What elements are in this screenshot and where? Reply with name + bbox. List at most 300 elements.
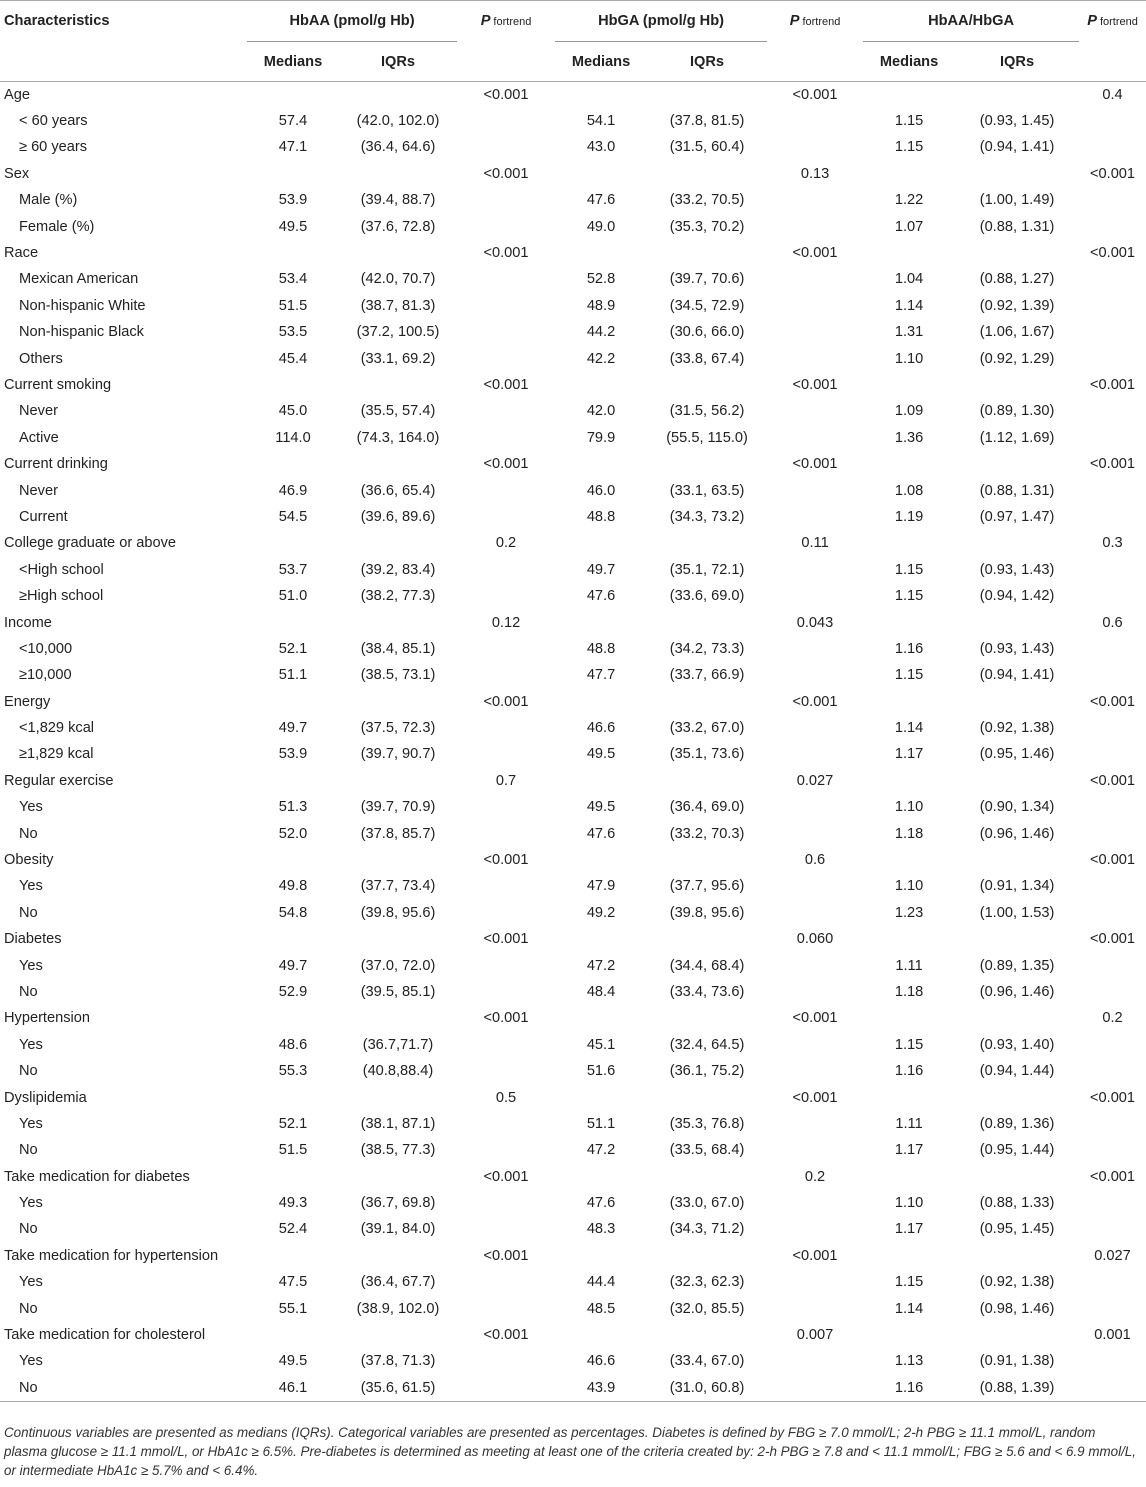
empty-cell [247, 926, 339, 952]
empty-cell [457, 583, 555, 609]
empty-cell [457, 557, 555, 583]
empty-cell [1079, 979, 1146, 1005]
ratio-median: 1.14 [894, 297, 924, 314]
hbaa-median: 53.9 [278, 192, 308, 209]
empty-cell [457, 636, 555, 662]
empty-cell [955, 161, 1079, 187]
p-trend-value: 0.060 [796, 931, 834, 948]
hbaa-median: 49.7 [278, 720, 308, 737]
p-trend-value: <0.001 [792, 376, 838, 393]
hbaa-iqr: (36.7, 69.8) [360, 1195, 436, 1212]
header-p-trend-ratio: P fortrend [1087, 13, 1138, 29]
table-row [0, 319, 1146, 345]
subgroup-label: Never [19, 482, 58, 499]
empty-cell [767, 345, 863, 371]
table-row [0, 213, 1146, 239]
empty-cell [457, 1190, 555, 1216]
subgroup-label: Male (%) [19, 192, 78, 209]
hbga-iqr: (34.4, 68.4) [669, 957, 745, 974]
p-trend-value: <0.001 [792, 86, 838, 103]
empty-cell [647, 1084, 767, 1110]
subgroup-label: <1,829 kcal [19, 720, 95, 737]
hbga-median: 46.6 [586, 720, 616, 737]
table-row [0, 952, 1146, 978]
table-row [0, 345, 1146, 371]
empty-cell [767, 213, 863, 239]
hbaa-median: 51.5 [278, 1142, 308, 1159]
subgroup-label: Yes [19, 1036, 43, 1053]
hbga-iqr: (31.0, 60.8) [647, 1375, 767, 1401]
ratio-median: 1.18 [894, 825, 924, 842]
group-row [0, 530, 1146, 556]
empty-cell [767, 187, 863, 213]
hbaa-iqr: (38.4, 85.1) [360, 640, 436, 657]
table-row [0, 715, 1146, 741]
empty-cell [247, 161, 339, 187]
empty-cell [647, 1164, 767, 1190]
ratio-median: 1.10 [894, 878, 924, 895]
hbaa-iqr: (39.1, 84.0) [360, 1221, 436, 1238]
header-characteristics: Characteristics [4, 13, 110, 29]
empty-cell [555, 1164, 647, 1190]
p-trend-value: 0.027 [1094, 1247, 1131, 1264]
empty-cell [863, 609, 955, 635]
table-row [0, 477, 1146, 503]
group-row [0, 609, 1146, 635]
empty-cell [955, 1164, 1079, 1190]
subgroup-label: Mexican American [19, 271, 139, 288]
hbga-median: 79.9 [586, 429, 616, 446]
hbaa-median: 51.3 [278, 799, 308, 816]
empty-cell [247, 688, 339, 714]
ratio-iqr: (0.89, 1.30) [979, 403, 1055, 420]
empty-cell [863, 82, 955, 108]
empty-cell [1079, 873, 1146, 899]
p-trend-value: <0.001 [1090, 852, 1136, 869]
empty-cell [1079, 583, 1146, 609]
empty-cell [1079, 1032, 1146, 1058]
empty-cell [555, 768, 647, 794]
empty-cell [767, 1375, 863, 1401]
hbaa-median: 52.1 [278, 640, 308, 657]
empty-cell [457, 1216, 555, 1242]
empty-cell [1079, 1348, 1146, 1374]
ratio-median: 1.36 [894, 429, 924, 446]
empty-cell [647, 451, 767, 477]
table-row [0, 741, 1146, 767]
empty-cell [767, 425, 863, 451]
empty-cell [863, 451, 955, 477]
empty-cell [767, 1058, 863, 1084]
empty-cell [767, 319, 863, 345]
table-row [0, 873, 1146, 899]
ratio-median: 1.10 [894, 799, 924, 816]
hbga-iqr: (34.5, 72.9) [669, 297, 745, 314]
empty-cell [339, 688, 457, 714]
subgroup-label: Yes [19, 1353, 43, 1370]
hbaa-iqr: (38.9, 102.0) [356, 1300, 440, 1317]
ratio-iqr: (0.89, 1.36) [979, 1115, 1055, 1132]
empty-cell [647, 82, 767, 108]
empty-cell [647, 161, 767, 187]
hbaa-median: 52.4 [278, 1221, 308, 1238]
p-trend-value: <0.001 [1090, 1168, 1136, 1185]
p-trend-value: <0.001 [1090, 931, 1136, 948]
ratio-median: 1.07 [894, 218, 924, 235]
ratio-median: 1.17 [894, 1221, 924, 1238]
ratio-median: 1.09 [894, 403, 924, 420]
empty-cell [1079, 1137, 1146, 1163]
hbga-median: 49.5 [586, 799, 616, 816]
ratio-iqr: (0.95, 1.46) [979, 746, 1055, 763]
subgroup-label: ≥ 60 years [19, 139, 88, 156]
empty-cell [1079, 1111, 1146, 1137]
hbga-median: 48.8 [586, 640, 616, 657]
ratio-iqr: (0.94, 1.42) [979, 588, 1055, 605]
table-row [0, 134, 1146, 160]
empty-cell [1079, 319, 1146, 345]
subgroup-label: Yes [19, 878, 43, 895]
ratio-median: 1.14 [894, 720, 924, 737]
table-row [0, 794, 1146, 820]
group-label: Current drinking [4, 456, 108, 473]
p-trend-value: 0.001 [1094, 1327, 1131, 1344]
empty-cell [647, 609, 767, 635]
p-trend-value: 0.027 [796, 772, 834, 789]
empty-cell [955, 240, 1079, 266]
hbaa-iqr: (38.7, 81.3) [360, 297, 436, 314]
empty-cell [457, 319, 555, 345]
hbga-iqr: (35.3, 70.2) [669, 218, 745, 235]
empty-cell [457, 398, 555, 424]
empty-cell [247, 1005, 339, 1031]
ratio-median: 1.22 [894, 192, 924, 209]
empty-cell [555, 688, 647, 714]
hbaa-median: 53.4 [278, 271, 308, 288]
ratio-iqr: (0.91, 1.38) [979, 1353, 1055, 1370]
empty-cell [955, 1005, 1079, 1031]
hbga-iqr: (35.3, 76.8) [669, 1115, 745, 1132]
empty-cell [555, 1005, 647, 1031]
ratio-iqr: (0.93, 1.45) [979, 113, 1055, 130]
hbaa-iqr: (37.8, 85.7) [360, 825, 436, 842]
subgroup-label: Yes [19, 957, 43, 974]
hbga-iqr: (33.2, 70.5) [669, 192, 745, 209]
group-label: Age [4, 86, 30, 103]
header-hbga: HbGA (pmol/g Hb) [598, 13, 724, 29]
hbaa-iqr: (39.4, 88.7) [360, 192, 436, 209]
empty-cell [647, 847, 767, 873]
p-trend-value: 0.12 [491, 614, 521, 631]
hbaa-iqr: (35.6, 61.5) [339, 1375, 457, 1401]
empty-cell [457, 213, 555, 239]
hbaa-iqr: (42.0, 102.0) [356, 113, 440, 130]
hbga-median: 47.2 [586, 1142, 616, 1159]
subgroup-label: Never [19, 403, 58, 420]
empty-cell [339, 1243, 457, 1269]
p-trend-value: <0.001 [483, 1168, 529, 1185]
ratio-median: 1.17 [894, 1142, 924, 1159]
empty-cell [647, 1005, 767, 1031]
group-row [0, 372, 1146, 398]
group-row [0, 1005, 1146, 1031]
empty-cell [457, 715, 555, 741]
empty-cell [863, 530, 955, 556]
hbaa-median: 53.5 [278, 324, 308, 341]
p-trend-value: 0.2 [804, 1168, 826, 1185]
p-trend-value: <0.001 [483, 456, 529, 473]
hbga-median: 47.6 [586, 588, 616, 605]
hbaa-iqr: (38.2, 77.3) [360, 588, 436, 605]
group-label: Sex [4, 165, 30, 182]
hbaa-median: 54.8 [278, 904, 308, 921]
hbaa-median: 48.6 [278, 1036, 308, 1053]
empty-cell [863, 1164, 955, 1190]
hbga-median: 47.6 [586, 192, 616, 209]
hbaa-iqr: (37.2, 100.5) [356, 324, 440, 341]
empty-cell [863, 688, 955, 714]
empty-cell [863, 372, 955, 398]
empty-cell [767, 266, 863, 292]
empty-cell [1079, 952, 1146, 978]
hbga-iqr: (31.5, 60.4) [669, 139, 745, 156]
p-trend-value: <0.001 [483, 1327, 529, 1344]
empty-cell [457, 952, 555, 978]
subgroup-label: No [19, 1142, 38, 1159]
empty-cell [457, 345, 555, 371]
hbga-median: 48.3 [586, 1221, 616, 1238]
empty-cell [457, 1111, 555, 1137]
ratio-iqr: (1.00, 1.53) [979, 904, 1055, 921]
empty-cell [247, 1084, 339, 1110]
hbaa-median: 49.8 [278, 878, 308, 895]
hbga-iqr: (33.2, 67.0) [669, 720, 745, 737]
p-trend-value: <0.001 [792, 456, 838, 473]
empty-cell [555, 1084, 647, 1110]
hbga-iqr: (36.4, 69.0) [669, 799, 745, 816]
p-trend-value: <0.001 [1090, 1089, 1136, 1106]
hbga-iqr: (34.2, 73.3) [669, 640, 745, 657]
p-trend-value: <0.001 [483, 1247, 529, 1264]
empty-cell [647, 240, 767, 266]
empty-cell [1079, 134, 1146, 160]
empty-cell [955, 451, 1079, 477]
empty-cell [767, 741, 863, 767]
empty-cell [647, 1243, 767, 1269]
group-label: Race [4, 245, 39, 262]
p-trend-value: <0.001 [1090, 772, 1136, 789]
p-trend-value: <0.001 [1090, 376, 1136, 393]
ratio-median: 1.10 [894, 350, 924, 367]
p-trend-value: 0.2 [1102, 1010, 1123, 1027]
empty-cell [555, 1322, 647, 1348]
empty-cell [767, 873, 863, 899]
ratio-iqr: (1.06, 1.67) [979, 324, 1055, 341]
p-trend-value: <0.001 [1090, 693, 1136, 710]
empty-cell [247, 847, 339, 873]
p-trend-value: <0.001 [483, 852, 529, 869]
hbaa-median: 54.5 [278, 508, 308, 525]
ratio-median: 1.31 [894, 324, 924, 341]
empty-cell [339, 1164, 457, 1190]
ratio-iqr: (0.96, 1.46) [979, 825, 1055, 842]
empty-cell [457, 1348, 555, 1374]
hbaa-iqr: (36.4, 67.7) [360, 1274, 436, 1291]
empty-cell [1079, 1190, 1146, 1216]
header-hbga-medians: Medians [555, 42, 647, 82]
p-trend-value: 0.007 [796, 1327, 834, 1344]
ratio-median: 1.19 [894, 508, 924, 525]
ratio-iqr: (0.97, 1.47) [979, 508, 1055, 525]
ratio-iqr: (0.90, 1.34) [979, 799, 1055, 816]
p-trend-value: 0.11 [801, 535, 829, 552]
hbga-median: 49.5 [586, 746, 616, 763]
empty-cell [247, 240, 339, 266]
empty-cell [339, 926, 457, 952]
empty-cell [1079, 345, 1146, 371]
empty-cell [767, 1269, 863, 1295]
empty-cell [555, 240, 647, 266]
empty-cell [457, 266, 555, 292]
table-row [0, 425, 1146, 451]
empty-cell [457, 1295, 555, 1321]
empty-cell [863, 240, 955, 266]
empty-cell [339, 451, 457, 477]
group-label: Take medication for diabetes [4, 1168, 190, 1185]
hbaa-iqr: (39.5, 85.1) [360, 983, 436, 1000]
hbga-median: 49.7 [586, 561, 616, 578]
ratio-iqr: (0.93, 1.43) [979, 561, 1055, 578]
subgroup-label: No [19, 1221, 38, 1238]
table-row [0, 1375, 1146, 1401]
empty-cell [863, 768, 955, 794]
table-row [0, 583, 1146, 609]
ratio-iqr: (0.95, 1.45) [979, 1221, 1055, 1238]
empty-cell [955, 1322, 1079, 1348]
empty-cell [457, 1269, 555, 1295]
p-trend-value: <0.001 [1090, 165, 1136, 182]
empty-cell [247, 530, 339, 556]
empty-cell [247, 1322, 339, 1348]
empty-cell [955, 847, 1079, 873]
hbga-median: 49.0 [586, 218, 616, 235]
table-row [0, 1190, 1146, 1216]
hbaa-median: 49.7 [278, 957, 308, 974]
empty-cell [767, 477, 863, 503]
hbga-iqr: (34.3, 73.2) [669, 508, 745, 525]
hbga-iqr: (37.7, 95.6) [669, 878, 745, 895]
hbaa-iqr: (37.0, 72.0) [360, 957, 436, 974]
empty-cell [247, 1164, 339, 1190]
table-row [0, 293, 1146, 319]
empty-cell [767, 398, 863, 424]
empty-cell [955, 1243, 1079, 1269]
empty-cell [647, 688, 767, 714]
ratio-median: 1.15 [894, 667, 924, 684]
empty-cell [457, 1137, 555, 1163]
ratio-iqr: (0.94, 1.41) [979, 139, 1055, 156]
empty-cell [247, 82, 339, 108]
empty-cell [955, 768, 1079, 794]
empty-cell [457, 900, 555, 926]
hbga-iqr: (35.1, 72.1) [669, 561, 745, 578]
hbga-median: 42.2 [586, 350, 616, 367]
ratio-median: 1.16 [863, 1375, 955, 1401]
hbaa-median: 47.1 [278, 139, 308, 156]
p-trend-value: <0.001 [1090, 456, 1136, 473]
empty-cell [767, 583, 863, 609]
empty-cell [955, 926, 1079, 952]
hbaa-median: 45.0 [278, 403, 308, 420]
ratio-median: 1.14 [894, 1300, 924, 1317]
empty-cell [247, 609, 339, 635]
hbaa-median: 55.1 [278, 1300, 308, 1317]
ratio-median: 1.15 [894, 1036, 924, 1053]
subgroup-label: Yes [19, 1195, 43, 1212]
hbga-median: 54.1 [586, 113, 616, 130]
p-trend-value: 0.6 [1102, 614, 1123, 631]
empty-cell [1079, 1216, 1146, 1242]
p-trend-value: <0.001 [483, 86, 529, 103]
empty-cell [1079, 213, 1146, 239]
empty-cell [767, 557, 863, 583]
empty-cell [767, 1137, 863, 1163]
p-trend-value: 0.4 [1102, 86, 1123, 103]
hbga-median: 45.1 [586, 1036, 616, 1053]
empty-cell [767, 794, 863, 820]
empty-cell [457, 108, 555, 134]
empty-cell [457, 979, 555, 1005]
empty-cell [339, 530, 457, 556]
hbga-iqr: (33.2, 70.3) [669, 825, 745, 842]
p-trend-value: <0.001 [483, 245, 529, 262]
subgroup-label: No [19, 983, 38, 1000]
ratio-median: 1.04 [894, 271, 924, 288]
ratio-iqr: (0.88, 1.27) [979, 271, 1055, 288]
empty-cell [339, 609, 457, 635]
hbaa-median: 114.0 [275, 429, 311, 446]
empty-cell [339, 847, 457, 873]
group-label: Obesity [4, 852, 54, 869]
empty-cell [457, 1375, 555, 1401]
hbaa-iqr: (38.5, 73.1) [360, 667, 436, 684]
hbaa-median: 49.5 [278, 1353, 308, 1370]
hbga-median: 43.0 [586, 139, 616, 156]
hbga-median: 48.9 [586, 297, 616, 314]
empty-cell [457, 820, 555, 846]
empty-cell [1079, 398, 1146, 424]
header-ratio: HbAA/HbGA [928, 13, 1014, 29]
empty-cell [457, 741, 555, 767]
subgroup-label: No [19, 1063, 38, 1080]
hbga-median: 48.4 [586, 983, 616, 1000]
hbaa-iqr: (38.1, 87.1) [360, 1115, 436, 1132]
subgroup-label: Others [19, 350, 63, 367]
hbga-median: 47.6 [586, 1195, 616, 1212]
empty-cell [1079, 900, 1146, 926]
hbga-iqr: (33.4, 67.0) [669, 1353, 745, 1370]
empty-cell [339, 1005, 457, 1031]
empty-cell [1079, 662, 1146, 688]
subgroup-label: No [19, 1300, 38, 1317]
group-label: College graduate or above [4, 535, 177, 552]
hbaa-iqr: (40.8,88.4) [362, 1063, 434, 1080]
ratio-iqr: (0.96, 1.46) [979, 983, 1055, 1000]
group-row [0, 926, 1146, 952]
empty-cell [647, 1322, 767, 1348]
subgroup-label: < 60 years [19, 113, 88, 130]
group-row [0, 768, 1146, 794]
